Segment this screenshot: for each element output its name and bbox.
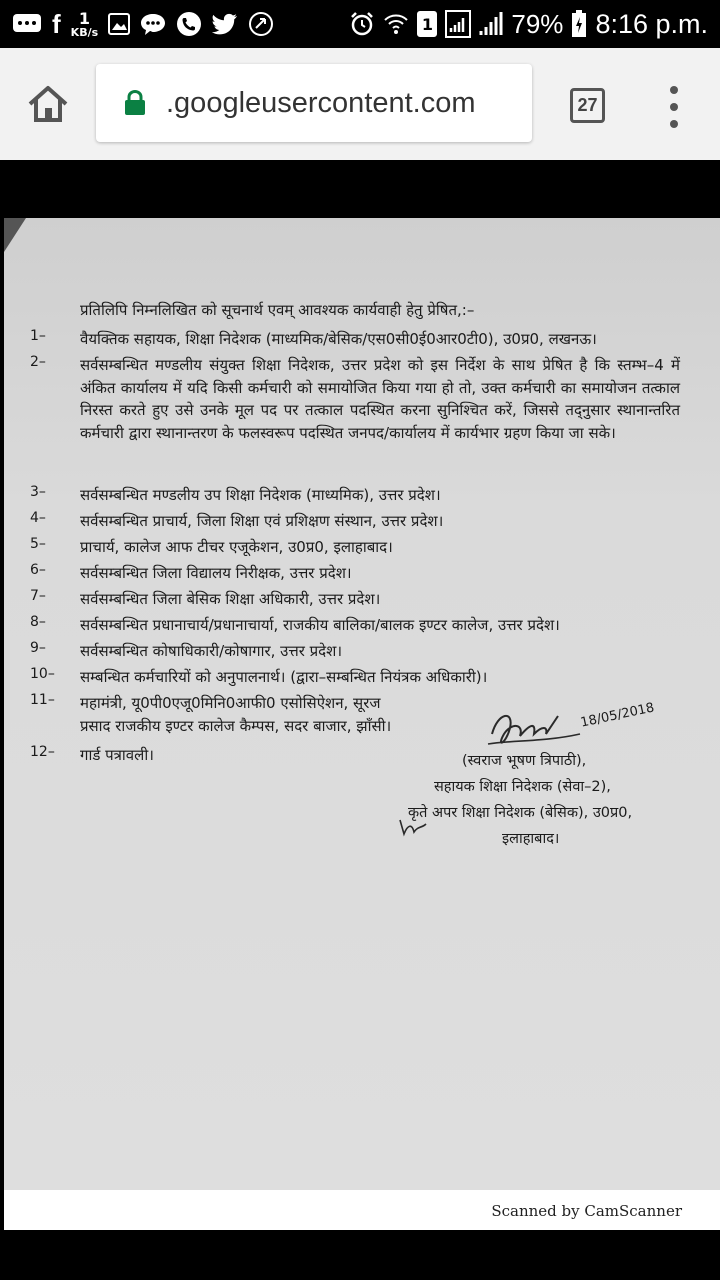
browser-toolbar xyxy=(0,48,720,160)
item-number: 3– xyxy=(30,484,46,500)
url-bar[interactable] xyxy=(96,64,532,142)
network-speed xyxy=(70,8,99,39)
signature-block xyxy=(384,698,684,868)
item-text: सर्वसम्बन्धित मण्डलीय उप शिक्षा निदेशक (माध्यमिक), उत्तर प्रदेश। xyxy=(80,486,441,504)
item-text: प्राचार्य, कालेज आफ टीचर एजूकेशन, उ0प्र0, इलाहाबाद। xyxy=(80,538,393,556)
tab-switcher-button[interactable]: 27 xyxy=(570,88,605,123)
item-number: 8– xyxy=(30,614,46,630)
network-speed-value: 1 xyxy=(78,8,90,28)
chat-icon xyxy=(140,12,166,36)
item-text: सर्वसम्बन्धित प्राचार्य, जिला शिक्षा एवं प्रशिक्षण संस्थान, उत्तर प्रदेश। xyxy=(80,512,444,530)
signatory-on-behalf: कृते अपर शिक्षा निदेशक (बेसिक), उ0प्र0, xyxy=(408,805,633,821)
battery-icon xyxy=(571,10,587,38)
scanned-page xyxy=(4,218,720,1190)
menu-dot-icon xyxy=(670,120,678,128)
wifi-icon xyxy=(383,12,409,36)
signature-scribble-icon xyxy=(484,704,594,754)
item-number: 1– xyxy=(30,328,46,344)
url-text: .googleusercontent.com xyxy=(166,86,476,119)
document-viewer[interactable] xyxy=(0,160,720,1230)
item-text: सर्वसम्बन्धित मण्डलीय संयुक्त शिक्षा निदेशक, उत्तर प्रदेश को इस निर्देश के साथ प्रेषित है कि स्तम्भ–4 में अंकित कार्यालय में यदि किसी कर्मचारी को समायोजित किया गया हो तो, उक्त कर्मचारी का समायोजन तत्काल निरस्त करते हुए उसे उनके मूल पद पर तत्काल पदस्थित करना सुनिश्चित करें, जिससे तद्नुसार स्थानान्तरित कर्मचारी द्वारा स्थानान्तरण के फलस्वरूप पदस्थित जनपद/कार्यालय में कार्यभार ग्रहण किया जा सके। xyxy=(80,356,680,442)
network-speed-unit: KB/s xyxy=(70,25,99,39)
item-number: 10– xyxy=(30,666,55,682)
initials-scribble-icon xyxy=(396,814,432,840)
signal-icon xyxy=(479,11,503,37)
menu-dot-icon xyxy=(670,103,678,111)
item-number: 12– xyxy=(30,744,55,760)
sync-icon xyxy=(248,11,274,37)
item-text: सम्बन्धित कर्मचारियों को अनुपालनार्थ। (द्वारा–सम्बन्धित नियंत्रक अधिकारी)। xyxy=(80,668,488,686)
message-icon xyxy=(12,13,42,35)
overflow-menu-button[interactable] xyxy=(660,86,688,128)
item-text: वैयक्तिक सहायक, शिक्षा निदेशक (माध्यमिक/बेसिक/एस0सी0ई0आर0टी0), उ0प्र0, लखनऊ। xyxy=(80,330,597,348)
folded-corner xyxy=(4,218,26,252)
sim-indicator: 1 xyxy=(417,11,437,37)
home-icon xyxy=(26,84,70,124)
item-text: सर्वसम्बन्धित जिला विद्यालय निरीक्षक, उत्तर प्रदेश। xyxy=(80,564,352,582)
camscanner-watermark: Scanned by CamScanner xyxy=(491,1202,682,1220)
signatory-name: (स्वराज भूषण त्रिपाठी), xyxy=(462,753,587,769)
home-button[interactable] xyxy=(26,84,70,124)
twitter-icon xyxy=(212,13,238,35)
copy-heading: प्रतिलिपि निम्नलिखित को सूचनार्थ एवम् आवश्यक कार्यवाही हेतु प्रेषित,:– xyxy=(80,301,475,319)
item-number: 5– xyxy=(30,536,46,552)
status-bar xyxy=(0,0,720,48)
alarm-icon xyxy=(349,11,375,37)
clock: 8:16 p.m. xyxy=(595,8,708,39)
lock-icon xyxy=(124,90,146,116)
bottom-bar xyxy=(0,1230,720,1280)
item-number: 9– xyxy=(30,640,46,656)
item-number: 7– xyxy=(30,588,46,604)
item-text: सर्वसम्बन्धित जिला बेसिक शिक्षा अधिकारी, उत्तर प्रदेश। xyxy=(80,590,381,608)
item-number: 11– xyxy=(30,692,55,708)
signal-box-icon xyxy=(445,10,471,38)
scanner-footer xyxy=(4,1190,720,1230)
image-icon xyxy=(108,13,130,35)
item-text: महामंत्री, यू0पी0एजू0मिनि0आफी0 एसोसिऐशन, सूरज प्रसाद राजकीय इण्टर कालेज कैम्पस, सदर बाजार, झाँसी। xyxy=(80,694,392,735)
signatory-designation: सहायक शिक्षा निदेशक (सेवा–2), xyxy=(434,779,611,795)
item-number: 6– xyxy=(30,562,46,578)
item-text: गार्ड पत्रावली। xyxy=(80,746,154,764)
item-text: सर्वसम्बन्धित प्रधानाचार्य/प्रधानाचार्या, राजकीय बालिका/बालक इण्टर कालेज, उत्तर प्रदेश। xyxy=(80,616,560,634)
battery-percent: 79% xyxy=(511,8,564,39)
item-text: सर्वसम्बन्धित कोषाधिकारी/कोषागार, उत्तर प्रदेश। xyxy=(80,642,343,660)
menu-dot-icon xyxy=(670,86,678,94)
facebook-icon: f xyxy=(52,9,61,39)
phone-icon xyxy=(176,11,202,37)
item-number: 4– xyxy=(30,510,46,526)
signature-date: 18/05/2018 xyxy=(579,700,656,731)
item-number: 2– xyxy=(30,354,46,370)
signatory-city: इलाहाबाद। xyxy=(502,831,560,847)
